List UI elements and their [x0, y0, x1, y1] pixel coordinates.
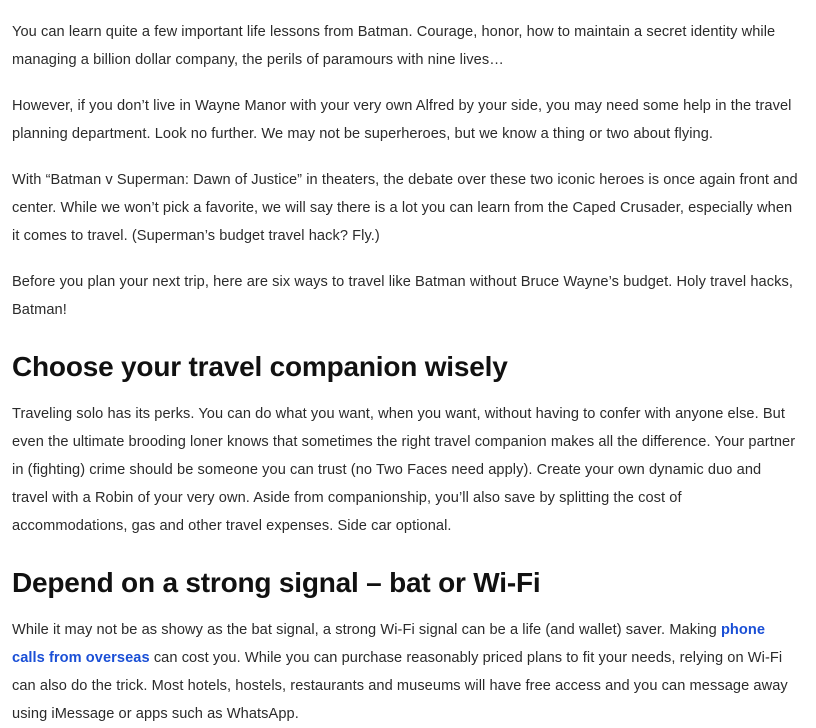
- paragraph-text-before-link: While it may not be as showy as the bat signal, a strong Wi-Fi signal can be a life (and wallet) saver. Making: [12, 622, 721, 638]
- paragraph-intro-3: With “Batman v Superman: Dawn of Justice” in theaters, the debate over these two iconic heroes is once again front and center. While we won’t pick a favorite, we will say there is a lot you can learn from the Caped Crusader, especially when it comes to travel. (Superman’s budget travel hack? Fly.): [12, 172, 798, 244]
- paragraph-intro-1: You can learn quite a few important life lessons from Batman. Courage, honor, how to maintain a secret identity while managing a billion dollar company, the perils of paramours with nine lives…: [12, 24, 776, 68]
- phone-calls-overseas-link[interactable]: phone calls from overseas: [12, 622, 766, 666]
- paragraph-intro-2: However, if you don’t live in Wayne Manor with your very own Alfred by your side, you may need some help in the travel planning department. Look no further. We may not be superheroes, but we know a thing or two about flying.: [12, 98, 792, 142]
- paragraph-strong-signal: [12, 616, 800, 728]
- paragraph-intro-4: Before you plan your next trip, here are six ways to travel like Batman without Bruce Wayne’s budget. Holy travel hacks, Batman!: [12, 274, 793, 318]
- section-heading-travel-companion: Choose your travel companion wisely: [12, 351, 508, 382]
- paragraph-text-after-link: can cost you. While you can purchase reasonably priced plans to fit your needs, relying on Wi-Fi can also do the trick. Most hotels, hostels, restaurants and museums will have free access and you can message away using iMessage or apps such as WhatsApp.: [12, 650, 788, 722]
- paragraph-travel-companion: Traveling solo has its perks. You can do what you want, when you want, without having to confer with anyone else. But even the ultimate brooding loner knows that sometimes the right travel companion makes all the difference. Your partner in (fighting) crime should be someone you can trust (no Two Faces need apply). Create your own dynamic duo and travel with a Robin of your very own. Aside from companionship, you’ll also save by splitting the cost of accommodations, gas and other travel expenses. Side car optional.: [12, 406, 796, 534]
- section-heading-strong-signal: Depend on a strong signal – bat or Wi-Fi: [12, 567, 541, 598]
